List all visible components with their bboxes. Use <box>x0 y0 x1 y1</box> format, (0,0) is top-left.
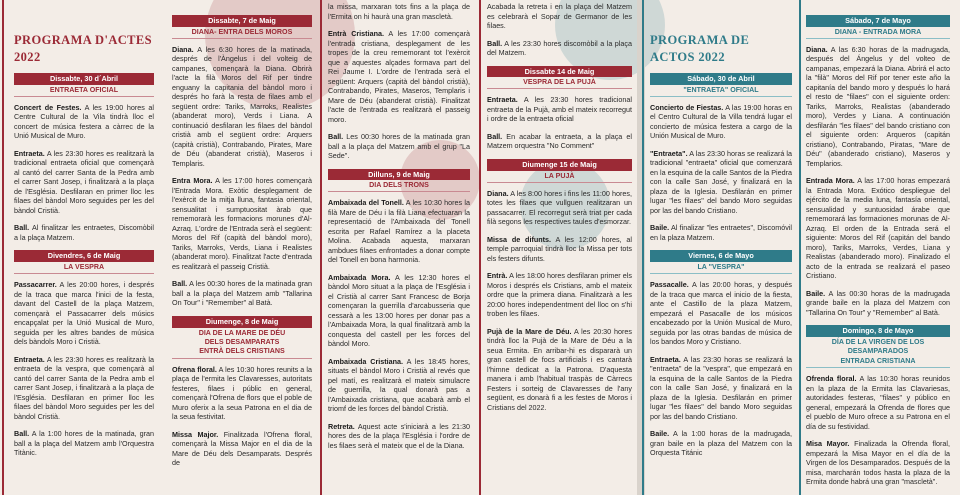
event-entry <box>328 357 470 414</box>
event-label: Pujà de la Mare de Déu. <box>487 326 572 336</box>
event-label: "Entraeta". <box>650 148 688 158</box>
event-entry <box>487 95 632 124</box>
program-title: PROGRAMA D'ACTES 2022 <box>14 33 153 64</box>
event-label: Passacalle. <box>650 280 689 290</box>
event-text: A les 23:30 hores es realitzarà la entraeta de la vespra, que començarà al cantó del carrer Santa de la Pedra amb el carrer Sant Josep, i finalitzarà a la plaça de l'Església. Desfilaran en primer lloc les filaes del bàndol Moro seguides per les del bàndol Cristià. <box>14 354 154 421</box>
column-catalan-4 <box>483 0 636 495</box>
red-column-rule <box>479 0 481 495</box>
event-label: Ambaixada Mora. <box>328 272 391 282</box>
day-header: Sábado, 7 de Mayo <box>806 15 950 27</box>
event-label: Entrada Mora. <box>806 176 855 186</box>
event-text: A la 1:00 hores de la matinada, gran ball a la plaça del Matzem amb l'Orquestra Titànic. <box>14 429 154 458</box>
event-entry <box>487 189 632 227</box>
day-header: Dissabte, 30 d´Abril <box>14 73 154 85</box>
blue-column-rule <box>799 0 801 495</box>
event-text: A les 18:45 hores, situats el bàndol Moro i Cristià al revés que pel matí, es realitzarà el mateix simulacre de guerrilla, la qual donarà pas a l'Ambaixada cristiana, que acabarà amb el triomf de les forces del bàndol Cristià. <box>328 356 470 414</box>
event-text: A les 23:30 hores discomòbil a la plaça del Matzem. <box>487 38 632 57</box>
event-label: Retreta. <box>328 421 355 431</box>
event-entry <box>487 235 632 264</box>
event-label: Entraeta. <box>14 148 45 158</box>
column-spanish-2 <box>802 0 954 495</box>
event-label: Ball. <box>14 429 30 439</box>
event-text: A les 18:00 hores desfilaran primer els Moros i després els Cristians, amb el mateix ordre que la primera diana. Finalitzarà a les 20:00 hores independentment del lloc on s'hi troben les filaes. <box>487 271 632 319</box>
event-text: A las 23:30 horas se realizará la tradicional "entraeta" oficial que comenzará en la esquina de la calle Santos de la Piedra con la calle San José, y finalizará en la plaza de la Iglesia. Desfilarán en primer lugar "les filaes" del bando Moro seguidas por las del bando Cristiano. <box>650 148 793 215</box>
event-label: Diana. <box>172 44 194 54</box>
day-header: Sábado, 30 de Abril <box>650 73 792 85</box>
column-catalan-3 <box>324 0 474 495</box>
event-entry <box>328 29 470 124</box>
event-label: Entrà Cristiana. <box>328 29 384 38</box>
blue-column-rule <box>642 0 644 495</box>
event-text: A las 10:30 horas reunidos en la plaza de la Ermita las Clavariesas, autoridades festeras, "filaes" y público en general, empezará la Ofrenda de flores que el pueblo de Muro ofrece a su Patrona en el día de su festividad. <box>806 374 950 431</box>
event-text: A les 10:30 hores reunits a la plaça de l'ermita les Clavaresses, autoritats festeres, filaes i públic en general, començarà l'Ofrena de flors que el poble de Muro oferix a la seua Patrona en el dia de la seua festivitat. <box>172 364 313 422</box>
day-header: Divendres, 6 de Maig <box>14 250 154 262</box>
event-entry <box>14 149 154 216</box>
event-label: Baile. <box>806 288 826 298</box>
event-text: A les 20:30 hores tindrà lloc la Pujà de la Mare de Déu a la seua Ermita. En arribar-hi es dispararà un gran castell de focs artificials i es cantarà l'himne dedicat a la Patrona. D'aquesta manera i amb l'habitual traspàs de Càrrecs Festers i sorteig de Clavaresses de l'any següent, es donarà fi a les festes de Moros i Cristians del 2022. <box>487 326 632 412</box>
event-entry <box>650 355 792 422</box>
event-text: A les 19:00 hores al Centre Cultural de la Vila tindrà lloc el concert de música festera a càrrec de la Unió Musical de Muro. <box>14 102 154 141</box>
event-text: A las 17:00 horas empezará la Entrada Mora. Exótico despliegue del ejército de la media luna, fantasía oriental, sensualidad y suntuosidad árabe que rememorará las formaciones morunas de Al-Azraq. El orden de la Entrada será el siguiente: Moros del Rif (capitán del bando moro), Tariks, Marroks, Verdes, Liana y Realistas (abanderado moro). Finalizado el acto de la entrada se realizará el paseo Cristiano. <box>806 176 951 281</box>
event-entry <box>650 280 792 347</box>
event-label: Ofrena floral. <box>172 364 217 374</box>
column-catalan-2 <box>168 0 316 495</box>
event-entry <box>328 2 470 21</box>
event-text: A les 20:00 hores, i després de la traca que marca l'inici de la festa, davant del Castell de la plaça Matzem, començarà el Passacarrer dels músics encapçalat per la Unió Musical de Muro, seguida per les altres bandes de música dels bàndols Moro i Cristià. <box>14 280 155 347</box>
event-label: Ball. <box>487 38 503 48</box>
event-entry <box>14 429 154 458</box>
red-edge-rule <box>2 0 4 495</box>
day-subtitle: DÍA DE LA VIRGEN DE LOS DESAMPARADOS <box>831 338 925 356</box>
day-subtitle: VESPRA DE LA PUJÀ <box>487 78 632 89</box>
event-label: Ball. <box>172 279 188 289</box>
event-entry <box>328 422 470 451</box>
day-subtitle: DIA DE LA MARE DE DÉU <box>198 328 286 337</box>
day-subtitle: DIANA- ENTRA DELS MOROS <box>172 28 312 39</box>
event-text: A las 23:30 horas se realizará la "entraeta" de la "vespra", que empezará en la esquina de la calle Santos de la Piedra con la calle San José, y finalizará en la plaza de la Iglesia. Desfilarán en primer lugar "les filaes" del bando Moro seguidas por las del bando Cristiano. <box>650 354 792 421</box>
event-label: Misa Mayor. <box>806 439 850 449</box>
event-text: A las 6:30 horas de la madrugada, después del Ángelus y del volteo de campanas, empezará la Diana. Abrirá el acto la "filà" Moros del Rif por tener este año la capitanía del bando moro y después lo hará el resto de "filaes" con el siguiente orden: Tariks, Marroks, Realistas (abanderado moro), Verdes y Liana. A continuación desfilarán "les filaes" del bando cristiano con el siguiente orden: Arqueros (capitán cristiano), Contrabando, Piratas, "Mare de Déu" (abanderado cristiano), Maseros y Templarios. <box>806 44 950 168</box>
event-label: Entrà. <box>487 271 508 281</box>
day-subtitle: ENTRADA CRISTIANA <box>806 357 950 368</box>
event-entry <box>806 439 950 487</box>
day-header: Diumenge 15 de Maig <box>487 159 632 171</box>
event-entry <box>172 365 312 422</box>
event-text: Les 00:30 hores de la matinada gran ball a la plaça del Matzem amb el grup "La Sede". <box>328 132 471 160</box>
day-header: Viernes, 6 de Mayo <box>650 250 792 262</box>
event-entry <box>487 2 632 31</box>
event-text: A les 8:00 hores i fins les 11:00 hores, totes les filaes que vullguen realitzaran un passacarrer. El recorregut serà triat per cada filà segons les respectives taules d'esmorzar. <box>487 188 632 227</box>
event-entry <box>806 176 950 281</box>
event-text: Finalizada la Ofrenda floral, empezará la Misa Mayor en el día de la Virgen de los Desamparados. Después de la misa, marcharán todos hasta la plaza de la Ermita donde habrá una gran "mascletà". <box>806 439 950 487</box>
event-text: Al finalitzar les entraetes, Discomòbil a la plaça Matzem. <box>14 223 154 242</box>
event-entry <box>14 280 154 347</box>
day-subtitle: "ENTRAETA" OFICIAL <box>650 86 792 97</box>
event-label: Missa Major. <box>172 429 219 439</box>
event-text: A les 12:30 hores el bàndol Moro situat a la plaça de l'Església i el Cristià al carrer Sant Francesc de Borja començaran la guerrilla d'arcabusseria que cessarà a les 13:00 hores per donar pas a l'Ambaixada Mora, la qual finalitzarà amb la conquesta del castell per les forces del bàndol Moro. <box>328 272 471 349</box>
event-entry <box>806 374 950 431</box>
event-text: En acabar la entraeta, a la plaça el Matzem orquestra "No Comment" <box>487 131 632 151</box>
event-entry <box>650 103 792 141</box>
program-title: PROGRAMA DE ACTOS 2022 <box>650 33 750 64</box>
event-entry <box>328 198 470 265</box>
event-label: Ball. <box>328 132 344 141</box>
event-entry <box>806 289 950 318</box>
day-header: Domingo, 8 de Mayo <box>806 325 950 337</box>
event-entry <box>487 132 632 151</box>
event-text: A les 00:30 hores de la matinada gran ball a la plaça del Matzem amb "Tallarina On Tour" i "Remember" al Batà. <box>172 279 312 308</box>
day-header: Dissabte, 7 de Maig <box>172 15 312 27</box>
event-text: A les 17:00 hores començarà l'Entrada Mora. Exòtic desplegament de l'exèrcit de la mitja lluna, fantasia oriental, sensualitat i sumptuositat àrab que rememorarà les formacions morunes d'Al-Azraq. L'ordre de l'Entrada serà el següent: Moros del Rif (capità del bàndol moro), Tariks, Marroks, Verds, Liana i Realistes (abanderat moro). Finalitzat l'acte d'entrada es realitzarà el passeig Cristià. <box>172 176 312 271</box>
event-text: Aquest acte s'iniciarà a les 21:30 hores des de la plaça l'Església i l'ordre de les filaes serà el mateix que el de la Diana. <box>328 421 470 450</box>
red-column-rule <box>320 0 322 495</box>
event-entry <box>172 176 312 271</box>
event-label: Concierto de Fiestas. <box>650 102 724 112</box>
event-label: Baile. <box>650 223 670 233</box>
day-subtitle: DIA DELS TRONS <box>328 181 470 192</box>
event-entry <box>172 430 312 468</box>
event-entry <box>650 429 792 458</box>
event-label: Ball. <box>487 131 503 141</box>
day-header: Dissabte 14 de Maig <box>487 66 632 78</box>
column-catalan-1 <box>10 0 158 495</box>
event-label: Ambaixada Cristiana. <box>328 356 404 366</box>
event-text: Al finalizar "les entraetes", Discomóvil en la plaza Matzem. <box>650 223 792 242</box>
event-label: Diana. <box>806 44 828 54</box>
event-entry <box>328 132 470 161</box>
event-text: A las 20:00 horas, y después de la traca que marca el inicio de la fiesta, ante el Castillo de la plaza Matzem, empezará el Pasacalle de los músicos encabezado por la Unión Musical de Muro, seguida por las otras bandas de música de los bandos Moro y Cristiano. <box>650 280 792 347</box>
day-subtitle: LA VESPRA <box>14 263 154 274</box>
event-label: Entraeta. <box>14 354 45 364</box>
event-label: Ball. <box>14 223 30 233</box>
day-subtitle: LA PUJÀ <box>487 172 632 183</box>
day-subtitle: DIANA - ENTRADA MORA <box>806 28 950 39</box>
event-entry <box>14 103 154 141</box>
event-label: Passacarrer. <box>14 280 57 290</box>
event-entry <box>806 45 950 169</box>
day-subtitle: ENTRAETA OFICIAL <box>14 86 154 97</box>
event-entry <box>487 39 632 58</box>
event-text: A les 23:30 hores es realitzarà la tradicional entraeta oficial que començarà al cantó del carrer Santa de la Pedra amb el carrer Sant Josep, i finalitzarà a la plaça de l'Església. Desfilaran en primer lloc les filaes del bàndol Moro seguides per les del bàndol Cristià. <box>14 148 154 215</box>
day-header: Dilluns, 9 de Maig <box>328 169 470 181</box>
event-label: Entraeta. <box>487 95 518 105</box>
column-spanish-1 <box>646 0 796 495</box>
event-entry <box>650 149 792 216</box>
event-label: Diana. <box>487 188 509 198</box>
day-subtitle: ENTRÀ DELS CRISTIANS <box>172 347 312 358</box>
day-subtitle: DELS DESAMPARATS <box>204 337 280 346</box>
event-entry <box>14 355 154 422</box>
event-entry <box>650 223 792 242</box>
event-text: A les 6:30 hores de la matinada, després de l'Àngelus i del volteig de campanes, començarà la Diana. Obrirà l'acte la filà Moros del Rif per tindre enguany la capitania del bàndol moro i després ho farà la resta de filaes amb el següent ordre: Tariks, Marroks, Realistes (abanderat moro), Verds i Liana. A continuació desfilaran les filaes del bàndol cristià amb el següent ordre: Arquers (capità cristià), Contrabando, Pirates, Mare de Déu (abanderat cristià), Maseros i Templaris. <box>172 44 312 168</box>
event-label: Entra Mora. <box>172 176 213 186</box>
event-entry <box>487 327 632 413</box>
event-text: A las 00:30 horas de la madrugada grande baile en la plaza del Matzem con "Tallarina On Tour" y "Remember" al Batà. <box>806 288 950 317</box>
event-entry <box>487 271 632 319</box>
event-label: Concert de Festes. <box>14 102 82 112</box>
event-entry <box>328 273 470 349</box>
event-entry <box>14 223 154 242</box>
day-header: Diumenge, 8 de Maig <box>172 316 312 328</box>
event-text: A les 10:30 hores la filà Mare de Déu i la filà Liana efectuaran la representació de l'Ambaixada del Tonell escrita per Rafael Ramírez a la placeta Molina. Acabada aquesta, marxaran ambdues filaes enfrontades a donar compte del Tonell en bona harmonia. <box>328 198 470 265</box>
day-subtitle: LA "VESPRA" <box>650 263 792 274</box>
event-text: A les 23:30 hores tradicional entraeta de la Pujà, amb el mateix recorregut i ordre de la entraeta oficial <box>487 95 632 124</box>
event-text: A la 1:00 horas de la madrugada, gran baile en la plaza del Matzem con la Orquesta Titánic <box>650 429 792 458</box>
event-label: Missa de difunts. <box>487 234 552 244</box>
event-text: Acabada la retreta i en la plaça del Matzem es celebrarà el Sopar de Germanor de les filaes. <box>487 2 632 30</box>
event-text: A les 12:00 hores, al temple parroquial tindrà lloc la Missa per tots els festers difunts. <box>487 234 632 263</box>
event-entry <box>172 45 312 169</box>
event-label: Ambaixada del Tonell. <box>328 198 404 208</box>
event-text: A las 19:00 horas en el Centro Cultural de la Villa tendrá lugar el concierto de música festera a cargo de la Unión Musical de Muro. <box>650 102 792 141</box>
event-entry <box>172 279 312 308</box>
event-text: A les 17:00 començarà l'entrada cristiana, desplegament de les tropes de la creu rememorant tot l'exèrcit que a aquestes alçades formava part del Rei Jaume I. L'ordre de l'entrada serà el següent: Arquers (capità del bàndol cristià), Contrabando, Pirates, Maseros, Templaris i Mare de Déu (abanderat cristià). Finalitzat l'acte de l'entrada es realitzarà el passeig moro. <box>328 29 470 124</box>
event-label: Entraeta. <box>650 354 681 364</box>
event-text: la missa, marxaran tots fins a la plaça de l'Ermita on hi haurà una gran mascletà. <box>328 2 470 21</box>
event-label: Ofrenda floral. <box>806 374 857 384</box>
event-label: Baile. <box>650 429 670 439</box>
event-text: Finalitzada l'Ofrena floral, començarà la Missa Major en el dia de la Mare de Déu dels Desamparats. Després de <box>172 429 312 468</box>
